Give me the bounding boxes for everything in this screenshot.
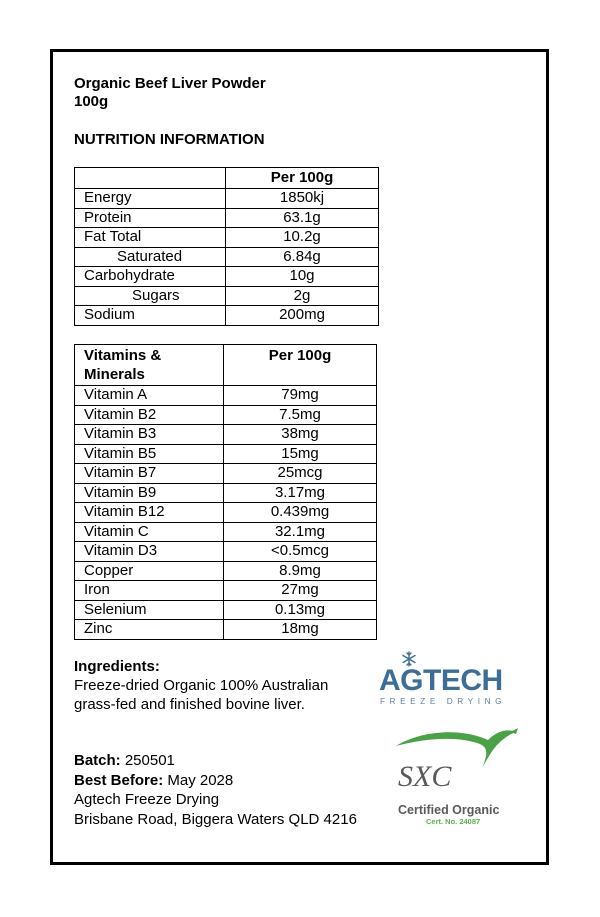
sxc-name: SXC <box>398 760 452 793</box>
agtech-name: AGTECH <box>379 664 503 697</box>
vitamin-name: Vitamin D3 <box>75 542 224 562</box>
table-row <box>75 561 377 581</box>
product-name: Organic Beef Liver Powder <box>74 75 266 92</box>
best-before-value: May 2028 <box>163 771 234 789</box>
vitamins-header-name <box>75 345 224 386</box>
batch-block <box>74 751 357 829</box>
agtech-tagline: FREEZE DRYING <box>380 697 507 706</box>
nutrient-name: Sugars <box>75 286 226 306</box>
vitamin-value: 38mg <box>224 425 377 445</box>
table-row <box>75 247 379 267</box>
product-weight: 100g <box>74 93 109 110</box>
vitamin-name: Selenium <box>75 600 224 620</box>
vitamins-header-line2: Minerals <box>84 366 145 383</box>
vitamin-name: Vitamin A <box>75 386 224 406</box>
vitamin-name: Vitamin B2 <box>75 405 224 425</box>
vitamin-name: Vitamin B7 <box>75 464 224 484</box>
sxc-cert-number: Cert. No. 24087 <box>426 817 481 826</box>
nutrient-name: Saturated <box>75 247 226 267</box>
vitamin-name: Vitamin B9 <box>75 483 224 503</box>
nutrient-value: 6.84g <box>226 247 379 267</box>
vitamin-name: Zinc <box>75 620 224 640</box>
vitamin-name: Vitamin B12 <box>75 503 224 523</box>
vitamin-name: Vitamin B5 <box>75 444 224 464</box>
nutrient-value: 10.2g <box>226 228 379 248</box>
vitamin-value: 25mcg <box>224 464 377 484</box>
sxc-certified-text: Certified Organic <box>398 803 500 817</box>
table-row <box>75 286 379 306</box>
ingredients-line1: Freeze-dried Organic 100% Australian <box>74 677 329 694</box>
vitamin-value: 0.439mg <box>224 503 377 523</box>
vitamin-name: Iron <box>75 581 224 601</box>
nutrient-value: 1850kj <box>226 189 379 209</box>
table-row <box>75 189 379 209</box>
vitamin-value: 18mg <box>224 620 377 640</box>
vitamin-name: Vitamin B3 <box>75 425 224 445</box>
table-row <box>75 483 377 503</box>
vitamins-header-line1: Vitamins & <box>84 347 162 364</box>
company-name: Agtech Freeze Drying <box>74 791 220 808</box>
nutrition-header-row <box>75 168 379 189</box>
nutrition-heading: NUTRITION INFORMATION <box>74 131 265 148</box>
product-title <box>74 75 266 111</box>
vitamin-name: Copper <box>75 561 224 581</box>
vitamin-value: 32.1mg <box>224 522 377 542</box>
nutrient-name: Fat Total <box>75 228 226 248</box>
nutrient-value: 2g <box>226 286 379 306</box>
nutrient-name: Energy <box>75 189 226 209</box>
table-row <box>75 503 377 523</box>
vitamin-value: 15mg <box>224 444 377 464</box>
table-row <box>75 522 377 542</box>
nutrient-name: Protein <box>75 208 226 228</box>
vitamins-header-row <box>75 345 377 386</box>
batch-value: 250501 <box>120 752 175 769</box>
vitamin-value: 8.9mg <box>224 561 377 581</box>
ingredients-label: Ingredients: <box>74 658 160 675</box>
nutrient-value: 63.1g <box>226 208 379 228</box>
nutrition-header-blank <box>75 168 226 189</box>
table-row <box>75 208 379 228</box>
vitamins-header-per100g: Per 100g <box>224 345 377 386</box>
company-address: Brisbane Road, Biggera Waters QLD 4216 <box>74 810 357 828</box>
ingredients-line2: grass-fed and finished bovine liver. <box>74 696 305 713</box>
vitamin-value: 27mg <box>224 581 377 601</box>
nutrient-value: 200mg <box>226 306 379 326</box>
batch-label: Batch: <box>74 752 121 769</box>
vitamins-table <box>74 344 377 640</box>
table-row <box>75 581 377 601</box>
vitamin-value: 0.13mg <box>224 600 377 620</box>
sxc-certified-organic-logo <box>392 724 522 832</box>
vitamin-value: 7.5mg <box>224 405 377 425</box>
table-row <box>75 386 377 406</box>
ingredients-block <box>74 657 374 714</box>
table-row <box>75 405 377 425</box>
table-row <box>75 444 377 464</box>
nutrient-name: Carbohydrate <box>75 267 226 287</box>
nutrient-name: Sodium <box>75 306 226 326</box>
table-row <box>75 600 377 620</box>
vitamin-name: Vitamin C <box>75 522 224 542</box>
nutrition-table <box>74 167 379 326</box>
table-row <box>75 542 377 562</box>
vitamin-value: 79mg <box>224 386 377 406</box>
table-row <box>75 464 377 484</box>
table-row <box>75 425 377 445</box>
table-row <box>75 267 379 287</box>
vitamin-value: <0.5mcg <box>224 542 377 562</box>
agtech-logo <box>378 650 518 710</box>
nutrient-value: 10g <box>226 267 379 287</box>
vitamin-value: 3.17mg <box>224 483 377 503</box>
best-before-label: Best Before: <box>74 771 164 789</box>
nutrition-header-per100g: Per 100g <box>226 168 379 189</box>
table-row <box>75 306 379 326</box>
table-row <box>75 620 377 640</box>
table-row <box>75 228 379 248</box>
